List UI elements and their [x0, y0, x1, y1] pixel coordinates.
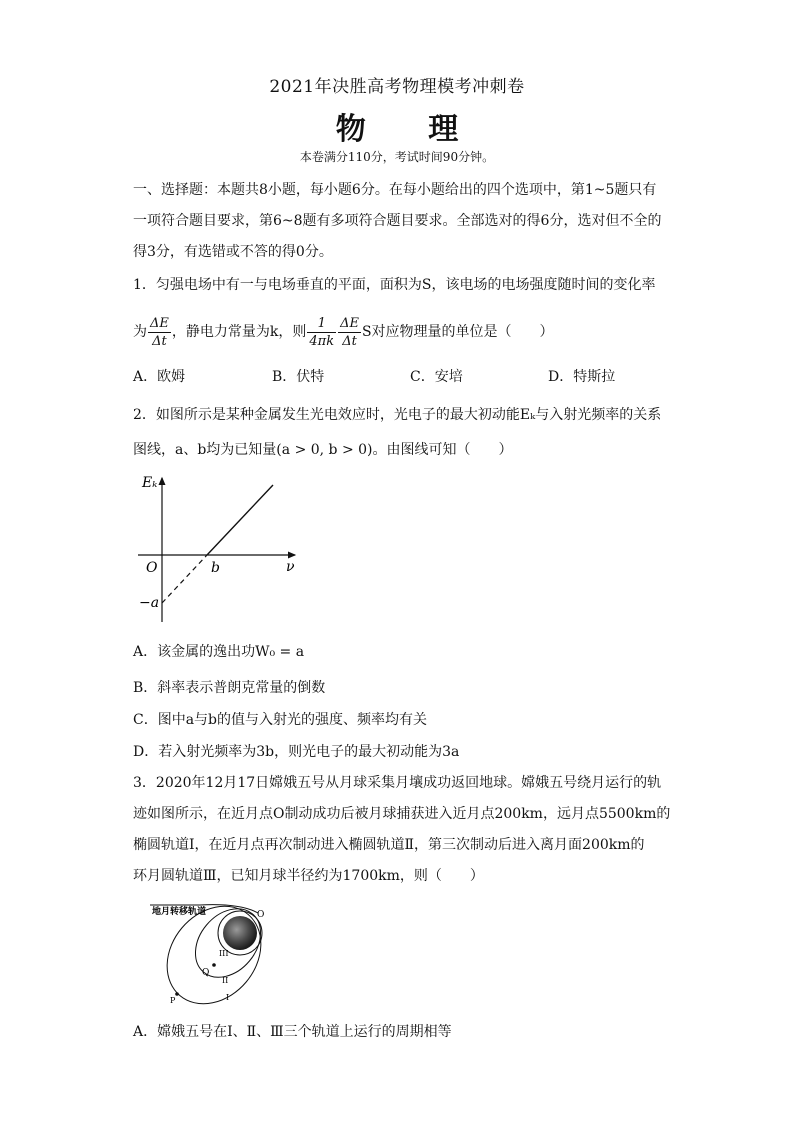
fraction-delta-e-over-delta-t-2: [338, 315, 361, 350]
section-line-2: 一项符合题目要求，第6~8题有多项符合题目要求。全部选对的得6分，选对但不全的: [133, 213, 662, 229]
point-q: [212, 963, 216, 967]
q1-line-1: 1．匀强电场中有一与电场垂直的平面，面积为S，该电场的电场强度随时间的变化率: [133, 277, 656, 293]
y-axis-label: Eₖ: [142, 475, 158, 491]
fraction-delta-e-over-delta-t: [148, 315, 171, 350]
fraction-one-over-4pik: [307, 315, 336, 350]
q3-line-1: 3．2020年12月17日嫦娥五号从月球采集月壤成功返回地球。嫦娥五号绕月运行的轨: [133, 775, 662, 791]
label-p: P: [170, 996, 176, 1005]
frac1-numerator: ΔE: [150, 315, 169, 331]
q1-prefix: 为: [133, 324, 147, 340]
x-axis-label: ν: [286, 559, 295, 575]
label-iii: III: [219, 949, 229, 958]
label-o: O: [257, 910, 265, 920]
point-p: [175, 992, 179, 996]
q2-line-2: 图线，a、b均为已知量(a > 0, b > 0)。由图线可知（ ）: [133, 442, 513, 458]
frac2-numerator: 1: [307, 315, 336, 333]
q3-option-a: A．嫦娥五号在Ⅰ、Ⅱ、Ⅲ三个轨道上运行的周期相等: [133, 1024, 452, 1040]
frac1-denominator: Δt: [152, 333, 167, 349]
label-q: Q: [202, 968, 210, 978]
q3-line-4: 环月圆轨道Ⅲ，已知月球半径约为1700km，则（ ）: [133, 868, 484, 884]
q2-line-1: 2．如图所示是某种金属发生光电效应时，光电子的最大初动能Eₖ与入射光频率的关系: [133, 407, 662, 423]
q1-suffix: S对应物理量的单位是（ ）: [361, 324, 554, 340]
q1-option-c: C．安培: [410, 369, 463, 385]
exam-title: 2021年决胜高考物理模考冲刺卷: [269, 77, 525, 97]
subject-title: 物 理: [335, 112, 485, 147]
q3-line-2: 迹如图所示，在近月点O制动成功后被月球捕获进入近月点200km，远月点5500km的: [133, 806, 671, 822]
q1-line-2: [133, 310, 554, 354]
q3-line-3: 椭圆轨道Ⅰ，在近月点再次制动进入椭圆轨道Ⅱ，第三次制动后进入离月面200km的: [133, 837, 645, 853]
q2-option-d: D．若入射光频率为3b，则光电子的最大初动能为3a: [133, 744, 460, 760]
exam-note: 本卷满分110分，考试时间90分钟。: [299, 150, 495, 164]
label-i: I: [226, 993, 230, 1002]
label-ii: II: [222, 976, 229, 985]
q2-option-c: C．图中a与b的值与入射光的强度、频率均有关: [133, 712, 428, 728]
frac3-numerator: ΔE: [340, 315, 359, 331]
origin-label: O: [146, 560, 158, 576]
frac3-denominator: Δt: [342, 333, 357, 349]
q1-middle: ，静电力常量为k，则: [171, 324, 307, 340]
section-line-3: 得3分，有选错或不答的得0分。: [133, 244, 333, 260]
q1-option-a: A．欧姆: [133, 369, 186, 385]
q1-option-b: B．伏特: [272, 369, 325, 385]
transfer-orbit-label: 地月转移轨道: [152, 907, 207, 917]
moon-image: [223, 916, 257, 950]
b-intercept-label: b: [211, 560, 220, 576]
section-line-1: 一、选择题：本题共8小题，每小题6分。在每小题给出的四个选项中，第1~5题只有: [133, 182, 657, 198]
q2-option-a: A．该金属的逸出功W₀ = a: [133, 644, 305, 660]
frac2-denominator: 4πk: [309, 333, 335, 349]
photoelectric-graph: [130, 470, 310, 630]
a-intercept-label: −a: [139, 595, 160, 611]
dashed-extension-line: [162, 555, 207, 603]
orbit-diagram: [140, 895, 290, 1010]
ek-graph-line: [207, 485, 273, 555]
q2-option-b: B．斜率表示普朗克常量的倒数: [133, 680, 326, 696]
q1-option-d: D．特斯拉: [548, 369, 616, 385]
